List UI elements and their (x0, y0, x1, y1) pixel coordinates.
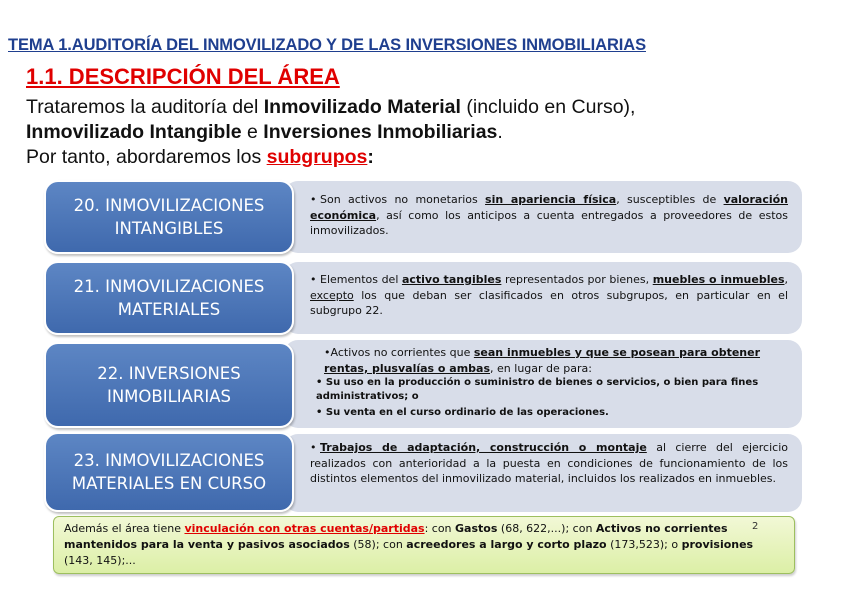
group-23-box (44, 432, 294, 512)
group-20-description: • Son activos no monetarios sin apariencia física, susceptibles de valoración económica, así como los anticipos a cuenta entregados a proveedores de estos inmovilizados. (310, 193, 789, 237)
desc-text: Elementos del (320, 273, 402, 286)
desc-emphasis: valoración económica (310, 193, 789, 222)
group-label: 21. INMOVILIZACIONES (73, 277, 265, 296)
footer-note (53, 516, 795, 574)
footer-bold: provisiones (681, 538, 754, 551)
group-21-description: • Elementos del activo tangibles representados por bienes, muebles o inmuebles, excepto los que deban ser clasificados en otros subgrupos, en particular en el subgrupo 22. (310, 273, 788, 317)
group-22-sub-item: • Su venta en el curso ordinario de las operaciones. (316, 407, 609, 418)
page-number: 2 (752, 521, 759, 532)
footer-text: (68, 622,...); con (497, 522, 596, 535)
intro-text: (incluido en Curso), (460, 96, 636, 118)
footer-text: Además el área tiene (64, 522, 185, 535)
group-22-description: •Activos no corrientes que sean inmuebles y que se posean para obtener rentas, plusvalías o ambas, en lugar de para: • Su uso en la producción o suministro de bienes o servicios, o bien para fines administrativos; o • Su venta en el curso ordinario de las operaciones. (310, 345, 788, 420)
group-label: INTANGIBLES (114, 219, 224, 238)
footer-bold: Activos no corrientes mantenidos para la venta y pasivos asociados (64, 522, 728, 551)
footer-highlight: vinculación con otras cuentas/partidas (184, 522, 425, 535)
desc-emphasis: activo tangibles (401, 273, 502, 286)
desc-text: Son activos no monetarios (320, 193, 486, 206)
desc-text: , así como los anticipos a cuenta entregados a proveedores de estos inmovilizados. (310, 208, 788, 237)
page-title: TEMA 1.AUDITORÍA DEL INMOVILIZADO Y DE LAS INVERSIONES INMOBILIARIAS (8, 36, 646, 54)
group-22-box (44, 342, 294, 428)
footer-bold: Gastos (455, 522, 498, 535)
intro-text: Por tanto, abordaremos los (26, 146, 267, 168)
desc-text: representados por bienes, (501, 273, 653, 286)
group-label: MATERIALES EN CURSO (71, 474, 267, 493)
desc-text: los que deban ser clasificados en otros subgrupos, en particular en el subgrupo 22. (310, 288, 788, 317)
group-23-description: • Trabajos de adaptación, construcción o montaje al cierre del ejercicio realizados con anterioridad a la puesta en condiciones de funcionamiento de los distintos elementos del inmovilizado material, incluidos los realizados en inmuebles. (310, 441, 788, 485)
intro-line-1 (26, 95, 826, 119)
group-label: INMOBILIARIAS (106, 387, 232, 406)
footer-text: (58); con (349, 538, 407, 551)
intro-bold: Inversiones Inmobiliarias (263, 121, 498, 143)
group-21-box (44, 261, 294, 335)
intro-line-2 (26, 120, 826, 144)
intro-text: . (497, 121, 503, 143)
footer-text: (143, 145);... (64, 554, 136, 567)
intro-highlight: subgrupos (266, 146, 368, 168)
group-label: 22. INVERSIONES (97, 364, 241, 383)
intro-bold: Inmovilizado Intangible (26, 121, 242, 143)
group-label: 23. INMOVILIZACIONES (73, 451, 265, 470)
intro-line-3 (26, 145, 826, 169)
desc-text: , (784, 273, 788, 286)
intro-text: Trataremos la auditoría del (26, 96, 264, 118)
desc-emphasis: sean inmuebles y que se posean para obtener rentas, plusvalías o ambas (324, 346, 760, 375)
desc-emphasis: muebles o inmuebles (652, 273, 785, 286)
sub-item-text: Su uso en la producción o suministro de bienes o servicios, o bien para fines administrativos; o (316, 377, 759, 402)
desc-emphasis: sin apariencia física (485, 193, 617, 206)
footer-bold: acreedores a largo y corto plazo (406, 538, 607, 551)
section-heading: 1.1. DESCRIPCIÓN DEL ÁREA (26, 64, 340, 89)
desc-emphasis: Trabajos de adaptación, construcción o montaje (320, 441, 647, 454)
desc-text: Activos no corrientes que (330, 346, 474, 359)
footer-text: : con (424, 522, 456, 535)
desc-underlined: excepto (310, 288, 354, 302)
desc-text: , en lugar de para: (490, 361, 592, 375)
group-20-box (44, 180, 294, 254)
desc-text: al cierre del ejercicio realizados con anterioridad a la puesta en condiciones de funcionamiento de los distintos elementos del inmovilizado material, incluidos los realizados en inmuebles. (310, 441, 788, 485)
intro-bold: : (367, 146, 374, 168)
intro-text: e (241, 121, 264, 143)
group-22-sub-item: • Su uso en la producción o suministro de bienes o servicios, o bien para fines administrativos; o (316, 377, 759, 402)
group-label: 20. INMOVILIZACIONES (73, 196, 265, 215)
footer-text: (173,523); o (606, 538, 682, 551)
sub-item-text: Su venta en el curso ordinario de las operaciones. (325, 407, 609, 418)
desc-text: , susceptibles de (616, 193, 724, 206)
intro-bold: Inmovilizado Material (263, 96, 461, 118)
group-label: MATERIALES (117, 300, 221, 319)
